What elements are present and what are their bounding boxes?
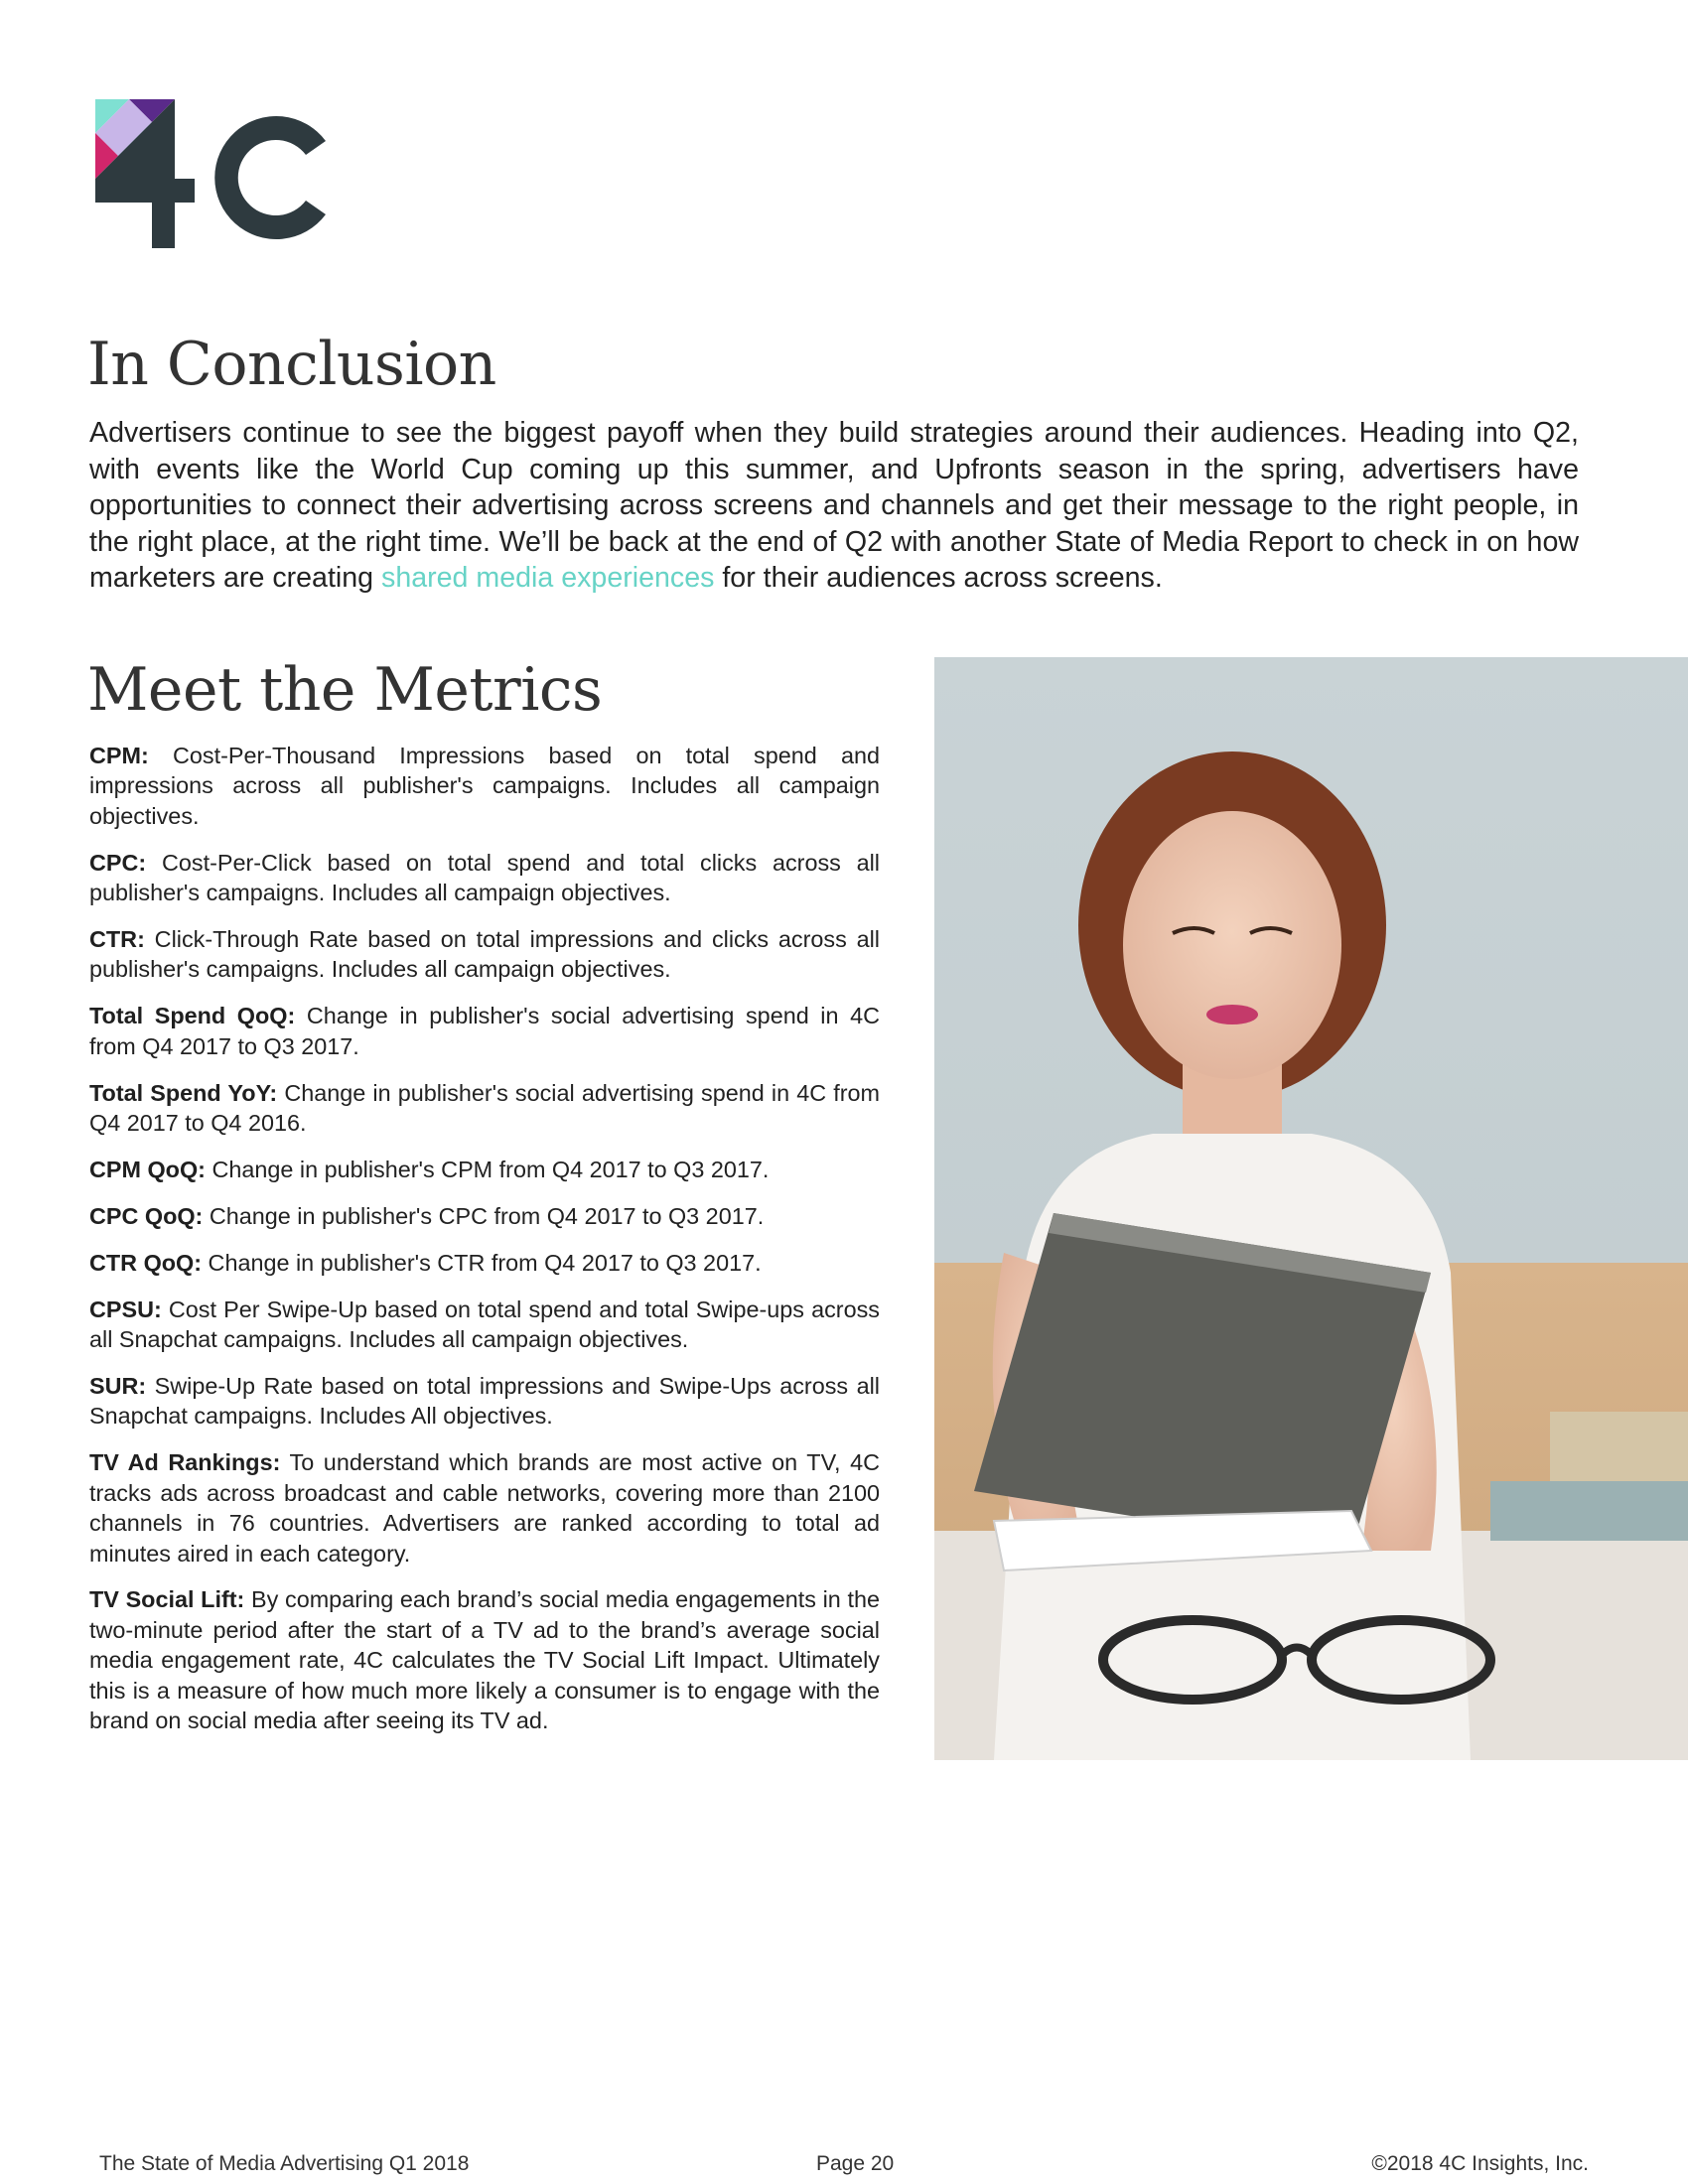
- metric-tv-social-lift: [89, 1584, 880, 1735]
- metric-term: Total Spend QoQ:: [89, 1003, 296, 1029]
- photo-illustration: [934, 657, 1688, 1760]
- metric-term: CTR:: [89, 926, 145, 953]
- metric-definition: Change in publisher's CPC from Q4 2017 to Q3 2017.: [209, 1202, 765, 1229]
- woman-with-tablet-photo: [934, 657, 1688, 1760]
- metric-definition: Change in publisher's social advertising spend in 4C from Q4 2017 to Q4 2016.: [89, 1079, 881, 1137]
- conclusion-text-end: for their audiences across screens.: [722, 562, 1163, 595]
- metric-term: CPM:: [89, 743, 149, 768]
- metric-cpc-qoq: [89, 1201, 880, 1231]
- metric-term: Total Spend YoY:: [89, 1079, 278, 1106]
- metric-ctr: [89, 924, 880, 985]
- metric-definition: To understand which brands are most active on TV, 4C tracks ads across broadcast and cable networks, covering more than 2100 channels in 76 countries. Advertisers are ranked according to total ad minutes aired in each category.: [89, 1449, 880, 1567]
- metric-definition: Change in publisher's CTR from Q4 2017 to Q3 2017.: [208, 1249, 762, 1276]
- metric-definition: Cost-Per-Thousand Impressions based on total spend and impressions across all publisher's campaigns. Includes all campaign objectives.: [89, 743, 880, 829]
- metric-tv-ad-rankings: [89, 1447, 880, 1569]
- metric-term: CPC:: [89, 849, 147, 876]
- metric-term: SUR:: [89, 1373, 147, 1399]
- metric-definition: Change in publisher's CPM from Q4 2017 to Q3 2017.: [211, 1156, 770, 1182]
- metric-sur: [89, 1371, 880, 1432]
- metric-definition: Change in publisher's social advertising spend in 4C from Q4 2017 to Q3 2017.: [89, 1003, 881, 1059]
- metrics-list: [89, 741, 880, 1752]
- metric-total-spend-qoq: [89, 1001, 880, 1061]
- conclusion-text-start: Advertisers continue to see the biggest payoff when they build strategies around their audiences. Heading into Q2, with events like the World Cup coming up this summer, and Upfronts season in the spring, advertisers have opportunities to connect their advertising across screens and channels and get their message to the right people, in the right place, at the right time. We’ll be back at the end of Q2 with another State of Media Report to check in on how marketers are creating: [89, 417, 1579, 595]
- metric-term: CPSU:: [89, 1296, 162, 1322]
- metric-definition: By comparing each brand’s social media engagements in the two-minute period after the start of a TV ad to the brand’s average social media engagement rate, 4C calculates the TV Social Lift Impact. Ultimately this is a measure of how much more likely a consumer is to engage with the brand on social media after seeing its TV ad.: [89, 1586, 880, 1734]
- metric-definition: Swipe-Up Rate based on total impressions and Swipe-Ups across all Snapchat campaigns. Includes All objectives.: [89, 1373, 880, 1430]
- metric-cpsu: [89, 1295, 880, 1355]
- metric-cpc: [89, 848, 880, 908]
- footer-page-number: Page 20: [816, 2152, 895, 2175]
- metric-term: CPC QoQ:: [89, 1202, 204, 1229]
- footer-copyright: ©2018 4C Insights, Inc.: [1371, 2152, 1589, 2175]
- metric-ctr-qoq: [89, 1248, 880, 1278]
- conclusion-paragraph: [89, 415, 1579, 597]
- metric-term: CPM QoQ:: [89, 1156, 206, 1182]
- metric-term: CTR QoQ:: [89, 1249, 203, 1276]
- company-logo: [95, 99, 334, 248]
- metric-term: TV Ad Rankings:: [89, 1449, 281, 1476]
- shared-media-experiences-link[interactable]: shared media experiences: [381, 562, 715, 595]
- metric-term: TV Social Lift:: [89, 1586, 245, 1613]
- metric-cpm-qoq: [89, 1155, 880, 1184]
- conclusion-heading: In Conclusion: [87, 330, 496, 399]
- metric-cpm: [89, 741, 880, 831]
- metrics-heading: Meet the Metrics: [87, 655, 603, 725]
- metric-definition: Cost-Per-Click based on total spend and total clicks across all publisher's campaigns. Includes all campaign objectives.: [89, 849, 881, 906]
- metric-definition: Cost Per Swipe-Up based on total spend and total Swipe-ups across all Snapchat campaigns. Includes all campaign objectives.: [89, 1296, 880, 1353]
- metric-definition: Click-Through Rate based on total impressions and clicks across all publisher's campaigns. Includes all campaign objectives.: [89, 926, 880, 983]
- metric-total-spend-yoy: [89, 1078, 880, 1139]
- 4c-logo-icon: [95, 99, 334, 248]
- footer-report-title: The State of Media Advertising Q1 2018: [99, 2152, 470, 2175]
